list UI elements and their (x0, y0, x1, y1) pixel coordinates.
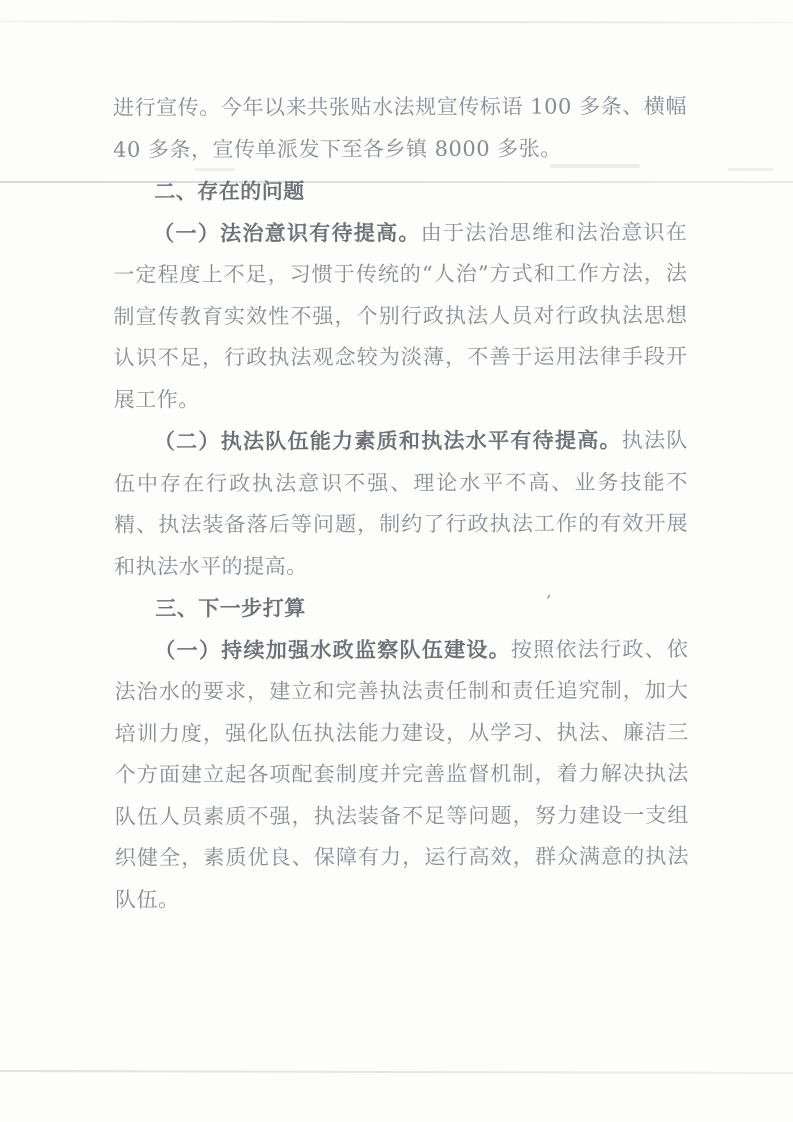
scan-artifact-top-edge (0, 20, 793, 23)
scan-smudge (728, 168, 773, 171)
section-heading-problems: 二、存在的问题 (154, 178, 305, 204)
paragraph-team-capability (114, 419, 688, 588)
paragraph-legal-awareness (113, 211, 688, 421)
paragraph-body: 按照依法行政、依法治水的要求，建立和完善执法责任制和责任追究制，加大培训力度，强化队伍执法能力建设，从学习、执法、廉洁三个方面建立起各项配套制度并完善监督机制，着力解决执法队伍人员素质不强，执法装备不足等问题，努力建设一支组织健全，素质优良、保障有力，运行高效，群众满意的执法队伍。 (114, 636, 689, 912)
paragraph-lead: （二）执法队伍能力素质和执法水平有待提高。 (153, 427, 622, 454)
scan-artifact-bottom-edge (0, 1070, 793, 1074)
document-text (113, 86, 689, 920)
stray-mark: ’ (543, 591, 553, 613)
paragraph-lead: （一）持续加强水政监察队伍建设。 (154, 636, 511, 663)
section-heading-next-steps: 三、下一步打算 (155, 595, 306, 621)
paragraph-propaganda-continuation: 进行宣传。今年以来共张贴水法规宣传标语 100 多条、横幅 40 多条，宣传单派发下至各乡镇 8000 多张。 (112, 94, 687, 162)
paragraph-lead: （一）法治意识有待提高。 (153, 219, 421, 246)
paragraph-body: 执法队伍中存在行政执法意识不强、理论水平不高、业务技能不精、执法装备落后等问题，制约了行政执法工作的有效开展和执法水平的提高。 (113, 428, 689, 579)
paragraph-body: 由于法治思维和法治意识在一定程度上不足，习惯于传统的“人治”方式和工作方法，法制宣传教育实效性不强，个别行政执法人员对行政执法思想认识不足，行政执法观念较为淡薄，不善于运用法律手段开展工作。 (113, 219, 688, 412)
paragraph-team-building (114, 628, 689, 921)
